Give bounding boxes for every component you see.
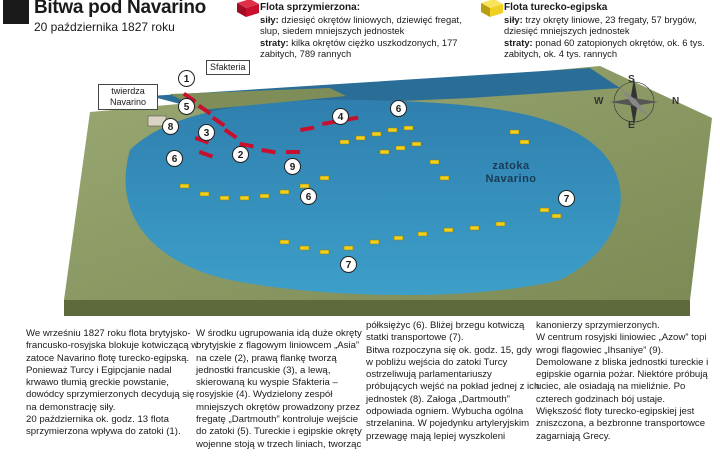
island-label: Sfakteria [206,60,250,75]
marker-2: 2 [232,146,249,163]
text-column-2 [196,328,370,451]
compass-s: S [628,74,635,85]
legend-allied-losses: kilka okrętów ciężko uszkodzonych, 177 zabitych, 789 rannych [260,36,458,60]
page-title: Bitwa pod Navarino [34,0,206,18]
marker-6: 6 [300,188,317,205]
legend-ottoman-forces-label: siły: [504,13,523,25]
text-column-4 [536,320,710,443]
legend-ottoman-heading: Flota turecko-egipska [504,2,608,13]
text-paragraph: W centrum rosyjski liniowiec „Azow” topi wrogi flagowiec „Ihsaniye” (9). Demolowane z bliska jednostki tureckie i egipskie ogarnia pożar. Niektóre próbują uciec, ale osiadają na mieliźnie. Po czterech godzinach bój ustaje. Większość floty turecko-egipskiej jest zniszczona, a bezbronne transportowce zagarniają Grecy. [536,332,709,442]
legend-ottoman-losses-label: straty: [504,36,533,48]
land-side [64,300,690,316]
text-paragraph: W środku ugrupowania idą duże okręty brytyjskie z flagowym liniowcem „Asia” na czele (2), prawą flankę tworzą jednostki francuskie (3), a lewą, skierowaną ku wyspie Sfakteria – rosyjskie (4). Wydzielony zespół mniejszych okrętów prowadzony przez fregatę „Dartmouth” kontroluje wejście do zatoki (5). Tureckie i egipskie okręty wojenne stoją w trzech liniach, tworząc [196,328,362,450]
marker-5: 5 [178,98,195,115]
logo-icon [3,0,29,24]
legend-allied-forces-label: siły: [260,13,279,25]
text-paragraph: We wrześniu 1827 roku flota brytyjsko-francusko-rosyjska blokuje kotwiczącą w zatoce Navarino flotę turecko-egipską. Ponieważ Turcy i Egipcjanie nadal krwawo tłumią greckie powstanie, dowódcy sprzymierzonych decydują się na demonstrację siły. [26,328,199,413]
legend-swatch-allied [237,0,259,17]
legend-ottoman [504,2,718,60]
text-paragraph: 20 października ok. godz. 13 flota sprzymierzona wpływa do zatoki (1). [26,414,181,438]
compass-w: W [594,96,604,107]
marker-1: 1 [178,70,195,87]
text-column-1 [26,328,200,439]
compass-n: N [672,96,680,107]
bay-label: zatoka Navarino [485,160,537,185]
legend-allied-forces: dziesięć okrętów liniowych, dziewięć fregat, slup, siedem mniejszych jednostek [260,13,462,37]
marker-9: 9 [284,158,301,175]
marker-8: 8 [162,118,179,135]
marker-7: 7 [558,190,575,207]
marker-7: 7 [340,256,357,273]
text-paragraph: Bitwa rozpoczyna się ok. godz. 15, gdy w pobliżu wejścia do zatoki Turcy ostrzeliwują parlamentariuszy próbujących wejść na pokład jednej z ich jednostek (8). Załoga „Dartmouth” odpowiada ogniem. Wybucha ogólna strzelanina. W pojedynku artyleryjskim przewagę mają lepiej wyszkoleni [366,344,540,442]
page-subtitle: 20 października 1827 roku [34,20,175,34]
legend-ottoman-forces: trzy okręty liniowe, 23 fregaty, 57 brygów, dziesięć mniejszych jednostek [504,13,697,37]
text-paragraph: kanonierzy sprzymierzonych. [536,320,660,331]
fortress-label: twierdza Navarino [98,84,158,110]
marker-6: 6 [166,150,183,167]
legend-allied [260,2,472,60]
legend-allied-heading: Flota sprzymierzona: [260,2,361,13]
compass-e: E [628,120,635,131]
marker-3: 3 [198,124,215,141]
text-column-3 [366,320,540,443]
legend-swatch-ottoman [481,0,503,17]
marker-6: 6 [390,100,407,117]
legend-allied-losses-label: straty: [260,36,289,48]
text-paragraph: półksiężyc (6). Bliżej brzegu kotwiczą statki transportowe (7). [366,320,525,344]
marker-4: 4 [332,108,349,125]
legend-ottoman-losses: ponad 60 zatopionych okrętów, ok. 6 tys. zabitych, ok. 4 tys. rannych [504,36,705,60]
